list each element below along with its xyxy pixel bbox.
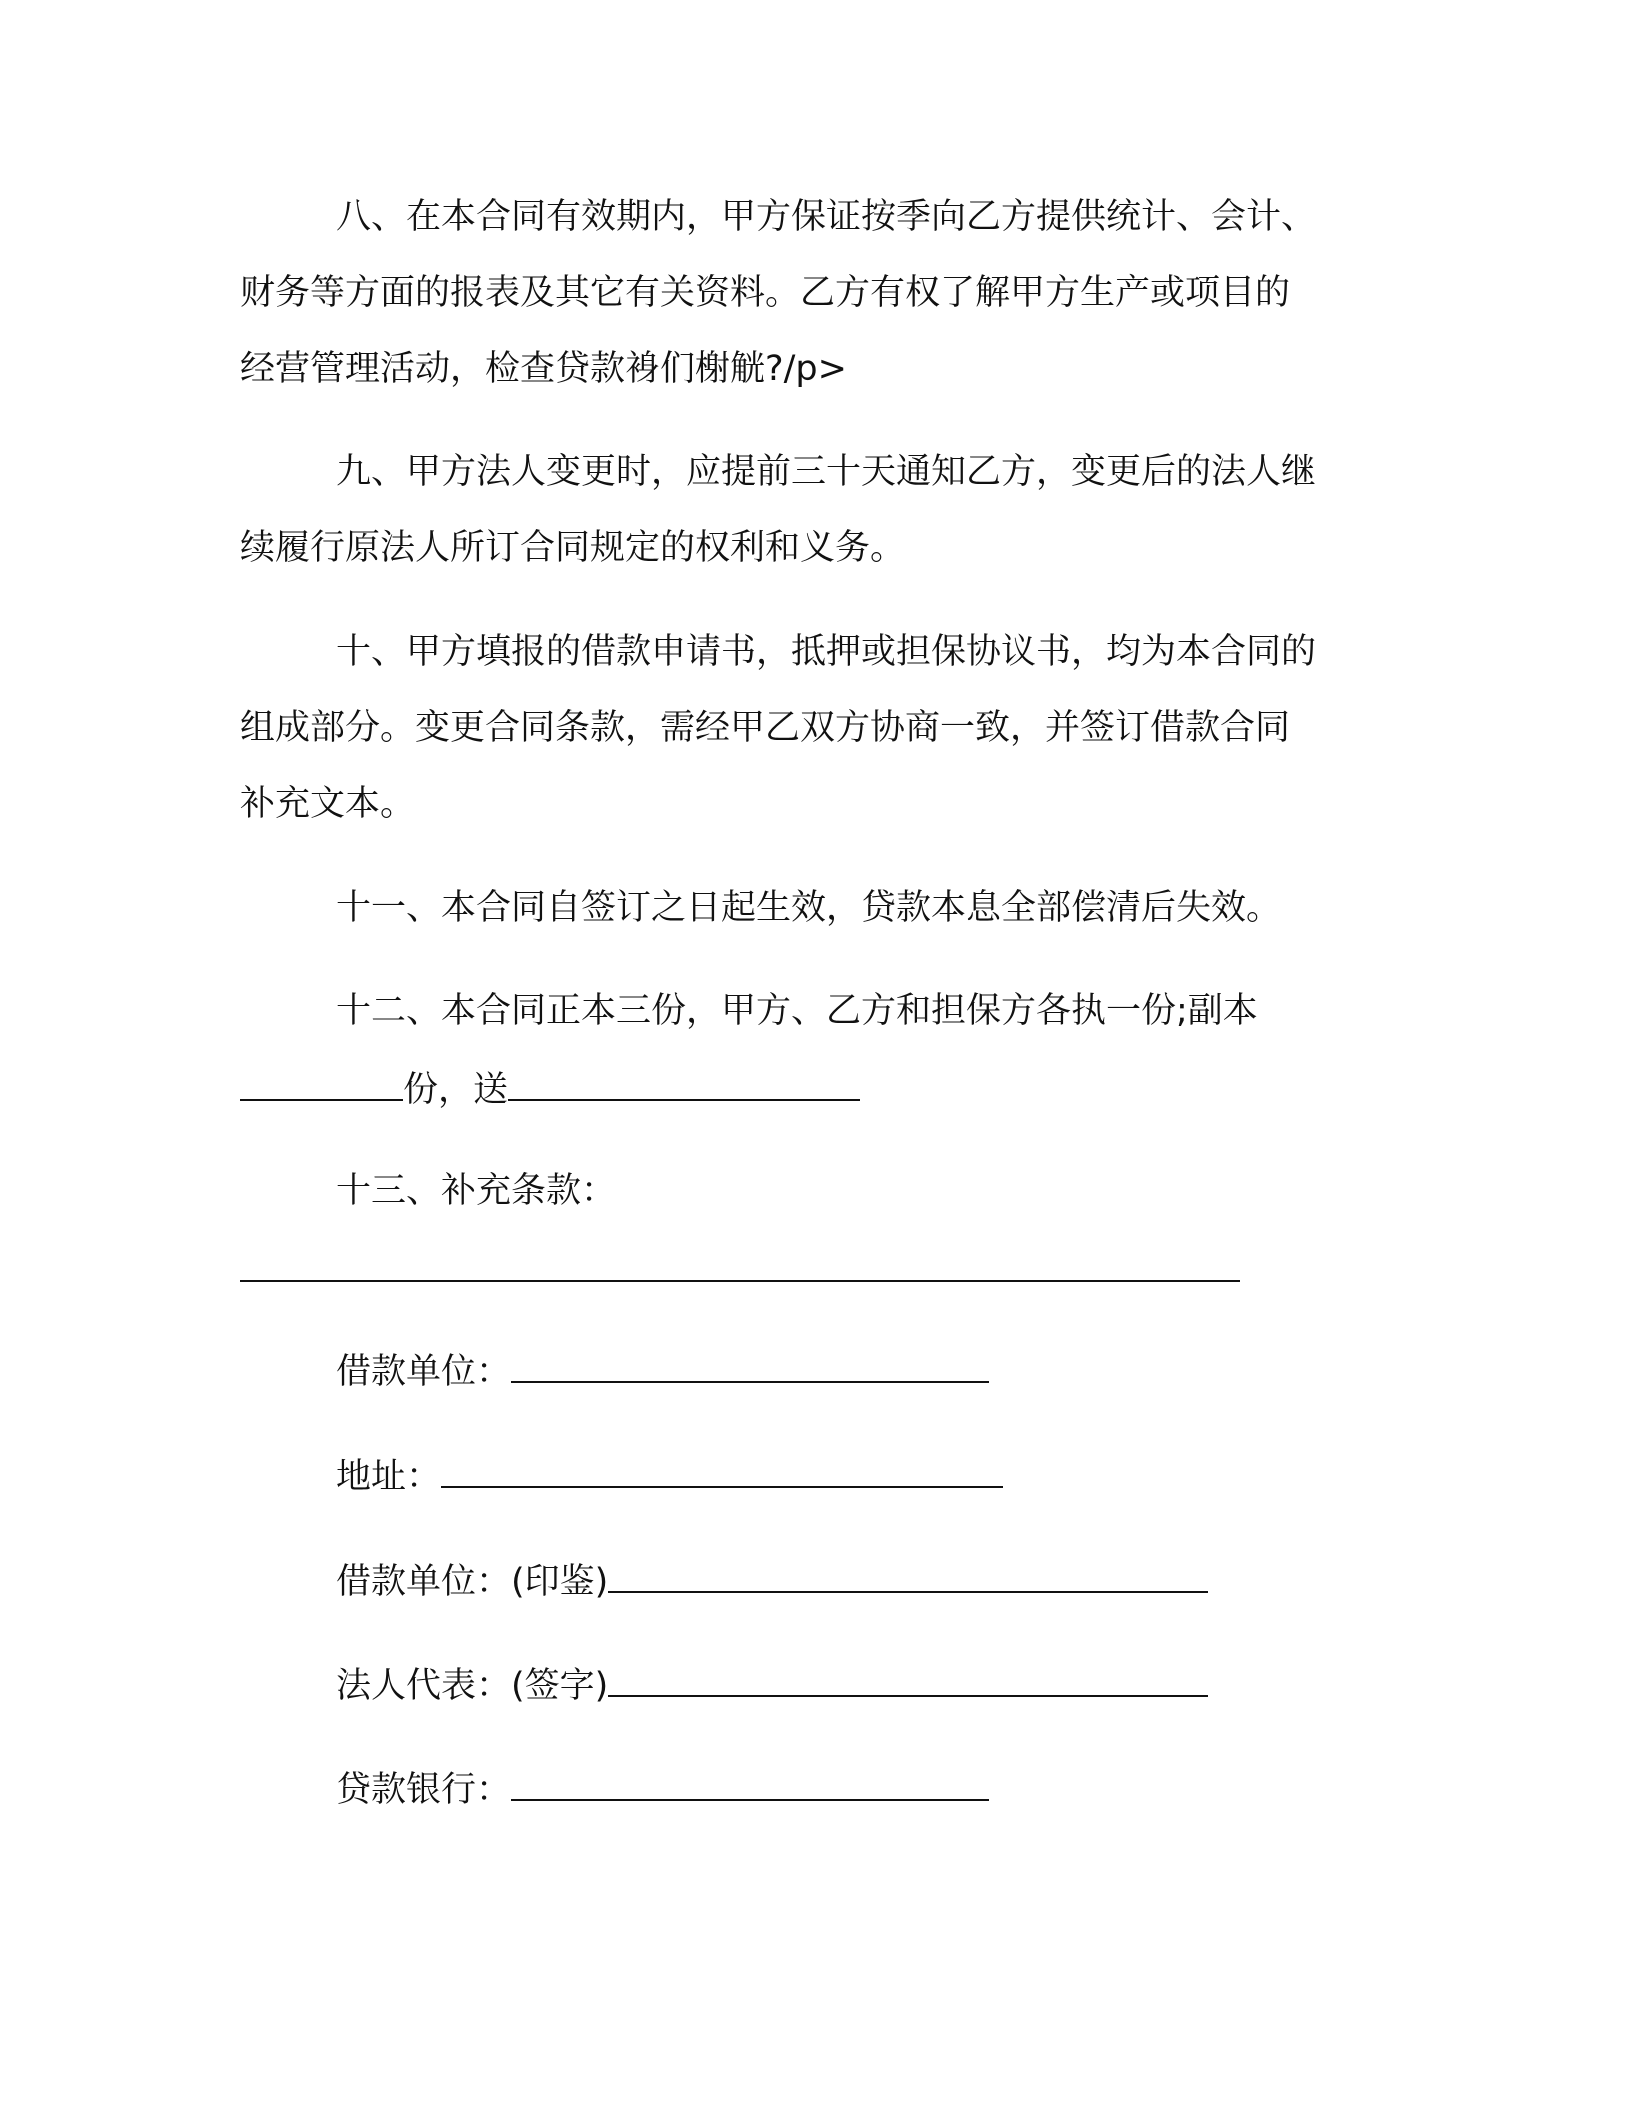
lending-bank-label: 贷款银行： — [336, 1770, 512, 1810]
send-to-blank[interactable] — [508, 1063, 860, 1101]
supplementary-terms-blank[interactable] — [240, 1280, 1240, 1282]
clause-10-line-1: 十、甲方填报的借款申请书，抵押或担保协议书，均为本合同的 — [336, 632, 1317, 672]
borrower-seal-blank[interactable] — [608, 1555, 1208, 1593]
address-blank[interactable] — [441, 1450, 1003, 1488]
borrower-seal-row — [336, 1555, 1208, 1606]
clause-9-line-1: 九、甲方法人变更时，应提前三十天通知乙方，变更后的法人继 — [336, 452, 1317, 492]
clause-12-copies-text: 份，送 — [403, 1070, 509, 1110]
copies-count-blank[interactable] — [240, 1063, 403, 1101]
borrower-seal-label: 借款单位：(印鉴) — [336, 1562, 609, 1602]
clause-12-line-1: 十二、本合同正本三份，甲方、乙方和担保方各执一份;副本 — [336, 991, 1258, 1031]
clause-13-line-1: 十三、补充条款： — [336, 1171, 617, 1211]
contract-page — [240, 0, 1400, 2112]
borrower-unit-label: 借款单位： — [336, 1352, 512, 1392]
clause-8-line-3: 经营管理活动，检查贷款裑们榭觥?/p> — [240, 349, 847, 389]
clause-9-line-2: 续履行原法人所订合同规定的权利和义务。 — [240, 528, 906, 568]
clause-10-line-3: 补充文本。 — [240, 784, 416, 824]
borrower-unit-blank[interactable] — [511, 1345, 989, 1383]
clause-8-line-1: 八、在本合同有效期内，甲方保证按季向乙方提供统计、会计、 — [336, 197, 1317, 237]
legal-rep-blank[interactable] — [608, 1659, 1208, 1697]
borrower-unit-row — [336, 1345, 989, 1396]
clause-10-line-2: 组成部分。变更合同条款，需经甲乙双方协商一致，并签订借款合同 — [240, 708, 1291, 748]
clause-12-line-2 — [240, 1063, 860, 1114]
clause-8-line-2: 财务等方面的报表及其它有关资料。乙方有权了解甲方生产或项目的 — [240, 273, 1291, 313]
legal-rep-row — [336, 1659, 1208, 1710]
clause-11-line-1: 十一、本合同自签订之日起生效，贷款本息全部偿清后失效。 — [336, 888, 1282, 928]
address-row — [336, 1450, 1003, 1501]
lending-bank-blank[interactable] — [511, 1763, 989, 1801]
legal-rep-label: 法人代表：(签字) — [336, 1666, 609, 1706]
lending-bank-row — [336, 1763, 989, 1814]
address-label: 地址： — [336, 1457, 442, 1497]
